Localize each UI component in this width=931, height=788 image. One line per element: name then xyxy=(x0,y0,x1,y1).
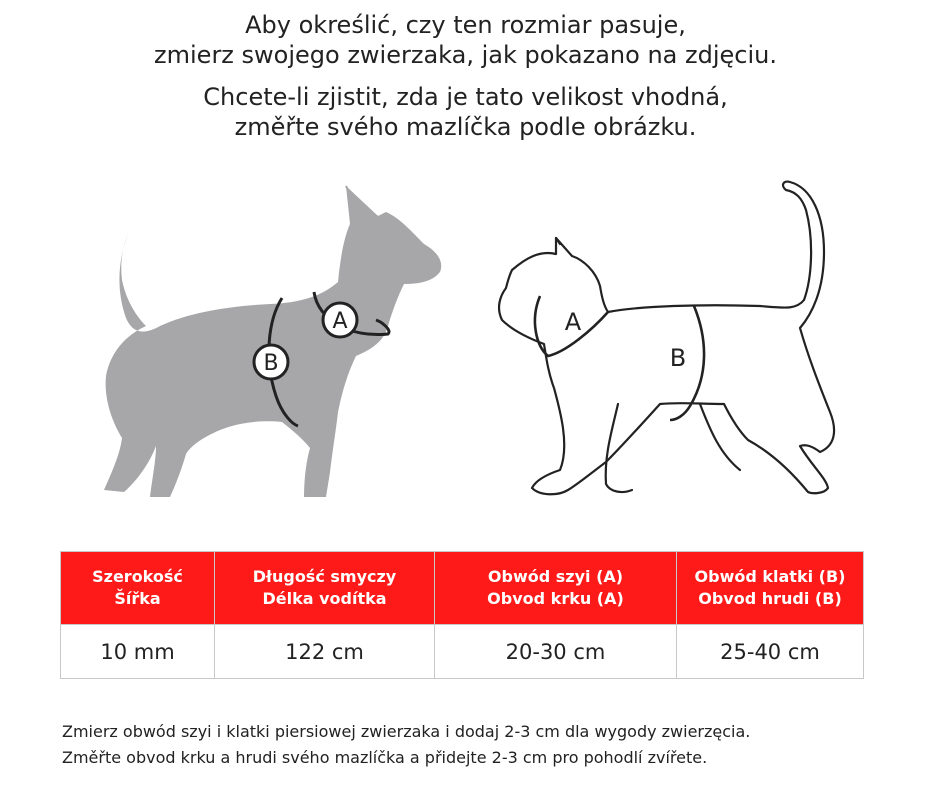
cat-marker-a: A xyxy=(564,308,582,336)
heading-czech xyxy=(0,82,931,142)
value-leash-length: 122 cm xyxy=(215,625,435,679)
header-width: Szerokość Šířka xyxy=(61,552,215,625)
size-table-header-row xyxy=(61,552,864,625)
value-width: 10 mm xyxy=(61,625,215,679)
value-chest-circumference: 25-40 cm xyxy=(677,625,864,679)
heading-polish-line-2: zmierz swojego zwierzaka, jak pokazano na zdjęciu. xyxy=(154,41,777,69)
measurement-illustration xyxy=(0,150,931,530)
value-neck-circumference: 20-30 cm xyxy=(435,625,677,679)
note-czech: Změřte obvod krku a hrudi svého mazlíčka a přidejte 2-3 cm pro pohodlí zvířete. xyxy=(62,748,708,767)
heading-czech-line-2: změřte svého mazlíčka podle obrázku. xyxy=(234,113,697,141)
dog-marker-b xyxy=(254,345,288,379)
heading-czech-line-1: Chcete-li zjistit, zda je tato velikost vhodná, xyxy=(203,83,728,111)
note-polish: Zmierz obwód szyi i klatki piersiowej zwierzaka i dodaj 2-3 cm dla wygody zwierzęcia. xyxy=(62,722,751,741)
dog-marker-a xyxy=(323,303,357,337)
size-table-row xyxy=(61,625,864,679)
heading-polish-line-1: Aby określić, czy ten rozmiar pasuje, xyxy=(245,11,686,39)
svg-text:A: A xyxy=(332,309,348,334)
header-chest-circumference: Obwód klatki (B) Obvod hrudi (B) xyxy=(677,552,864,625)
heading-polish xyxy=(0,10,931,70)
size-table xyxy=(60,551,864,679)
cat-outline xyxy=(499,182,834,495)
cat-marker-b: B xyxy=(669,344,687,372)
dog-silhouette xyxy=(104,186,441,497)
svg-text:B: B xyxy=(263,351,279,376)
header-leash-length: Długość smyczy Délka vodítka xyxy=(215,552,435,625)
header-neck-circumference: Obwód szyi (A) Obvod krku (A) xyxy=(435,552,677,625)
dog-body xyxy=(104,186,441,497)
